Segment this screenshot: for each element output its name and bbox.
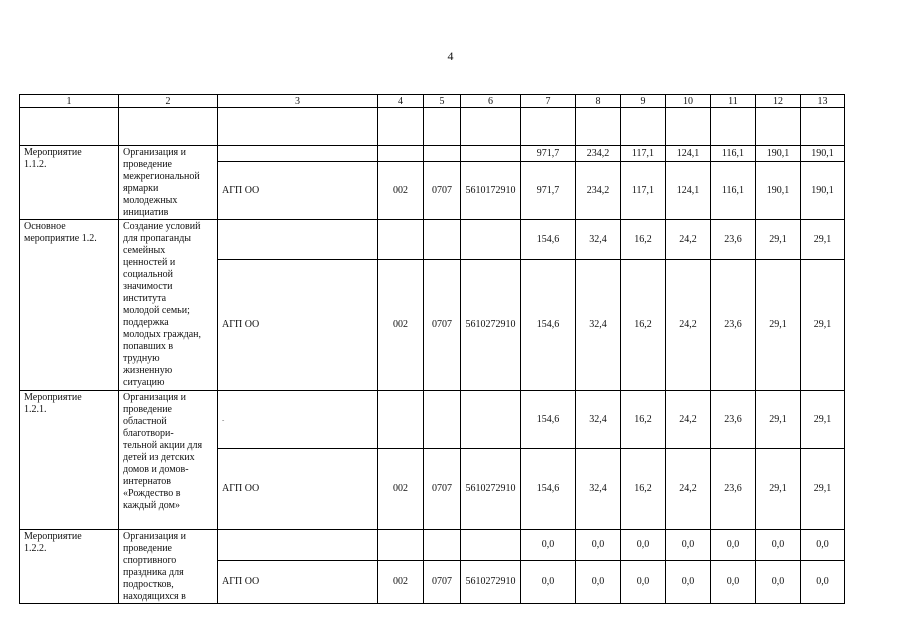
value-cell: 0,0 — [521, 530, 576, 561]
measure-description: Организация и проведение спортивного праздника для подростков, находящихся в — [119, 530, 218, 604]
value-cell: 32,4 — [576, 391, 621, 449]
value-cell: 0,0 — [521, 561, 576, 604]
value-cell: 154,6 — [521, 391, 576, 449]
column-number-header-row — [20, 95, 845, 108]
blank-row — [20, 108, 845, 146]
value-cell: 24,2 — [666, 449, 711, 530]
table-cell — [521, 108, 576, 146]
table-cell — [20, 108, 119, 146]
value-cell: 124,1 — [666, 162, 711, 220]
code-cell — [461, 530, 521, 561]
column-header: 7 — [521, 95, 576, 108]
table-row-total — [20, 220, 845, 260]
value-cell: 0,0 — [666, 530, 711, 561]
value-cell: 0,0 — [711, 530, 756, 561]
table-cell — [756, 108, 801, 146]
column-header: 3 — [218, 95, 378, 108]
value-cell: 23,6 — [711, 391, 756, 449]
value-cell: 16,2 — [621, 260, 666, 391]
code-cell — [378, 391, 424, 449]
executor-cell: АГП ОО — [218, 561, 378, 604]
table-cell — [119, 108, 218, 146]
column-header: 2 — [119, 95, 218, 108]
budget-table — [19, 94, 845, 604]
value-cell: 234,2 — [576, 146, 621, 162]
executor-cell — [218, 146, 378, 162]
executor-cell: АГП ОО — [218, 162, 378, 220]
code-cell — [378, 530, 424, 561]
executor-cell — [218, 530, 378, 561]
value-cell: 124,1 — [666, 146, 711, 162]
table-cell — [424, 108, 461, 146]
value-cell: 29,1 — [756, 449, 801, 530]
value-cell: 971,7 — [521, 162, 576, 220]
value-cell: 154,6 — [521, 220, 576, 260]
value-cell: 117,1 — [621, 146, 666, 162]
value-cell: 0,0 — [801, 561, 845, 604]
table-cell — [666, 108, 711, 146]
table-row-total — [20, 391, 845, 449]
value-cell: 0,0 — [756, 561, 801, 604]
code-cell — [424, 530, 461, 561]
code-cell — [461, 220, 521, 260]
value-cell: 0,0 — [666, 561, 711, 604]
value-cell: 24,2 — [666, 260, 711, 391]
value-cell: 0,0 — [576, 530, 621, 561]
value-cell: 16,2 — [621, 391, 666, 449]
code-cell: 0707 — [424, 260, 461, 391]
value-cell: 190,1 — [756, 162, 801, 220]
value-cell: 190,1 — [756, 146, 801, 162]
value-cell: 190,1 — [801, 146, 845, 162]
code-cell — [378, 146, 424, 162]
value-cell: 29,1 — [801, 391, 845, 449]
code-cell: 002 — [378, 449, 424, 530]
column-header: 1 — [20, 95, 119, 108]
table-row-total — [20, 146, 845, 162]
code-cell — [461, 146, 521, 162]
executor-cell: АГП ОО — [218, 260, 378, 391]
value-cell: 23,6 — [711, 220, 756, 260]
table-cell — [711, 108, 756, 146]
table-cell — [621, 108, 666, 146]
measure-name: Мероприятие 1.1.2. — [20, 146, 119, 220]
executor-cell: - — [218, 391, 378, 449]
code-cell: 002 — [378, 162, 424, 220]
value-cell: 234,2 — [576, 162, 621, 220]
code-cell: 002 — [378, 561, 424, 604]
column-header: 4 — [378, 95, 424, 108]
table-row-total — [20, 530, 845, 561]
measure-description: Создание условий для пропаганды семейных ценностей и социальной значимости института молодой семьи; поддержка молодых граждан, попавших в трудную жизненную ситуацию — [119, 220, 218, 391]
value-cell: 29,1 — [801, 260, 845, 391]
column-header: 8 — [576, 95, 621, 108]
table-cell — [378, 108, 424, 146]
measure-description: Организация и проведение областной благотвори- тельной акции для детей из детских домов и домов- интернатов «Рождество в каждый дом» — [119, 391, 218, 530]
value-cell: 29,1 — [801, 220, 845, 260]
executor-cell — [218, 220, 378, 260]
value-cell: 24,2 — [666, 391, 711, 449]
table-cell — [576, 108, 621, 146]
column-header: 11 — [711, 95, 756, 108]
value-cell: 32,4 — [576, 449, 621, 530]
value-cell: 32,4 — [576, 260, 621, 391]
table-cell — [801, 108, 845, 146]
measure-description: Организация и проведение межрегиональной ярмарки молодежных инициатив — [119, 146, 218, 220]
value-cell: 0,0 — [756, 530, 801, 561]
value-cell: 0,0 — [621, 530, 666, 561]
value-cell: 24,2 — [666, 220, 711, 260]
column-header: 10 — [666, 95, 711, 108]
column-header: 9 — [621, 95, 666, 108]
value-cell: 116,1 — [711, 162, 756, 220]
code-cell: 5610172910 — [461, 162, 521, 220]
value-cell: 154,6 — [521, 449, 576, 530]
measure-name: Мероприятие 1.2.1. — [20, 391, 119, 530]
value-cell: 29,1 — [756, 220, 801, 260]
value-cell: 0,0 — [576, 561, 621, 604]
value-cell: 29,1 — [801, 449, 845, 530]
code-cell: 0707 — [424, 162, 461, 220]
code-cell — [424, 220, 461, 260]
value-cell: 32,4 — [576, 220, 621, 260]
code-cell — [424, 391, 461, 449]
value-cell: 23,6 — [711, 260, 756, 391]
value-cell: 29,1 — [756, 260, 801, 391]
code-cell: 5610272910 — [461, 260, 521, 391]
value-cell: 0,0 — [621, 561, 666, 604]
measure-name: Основное мероприятие 1.2. — [20, 220, 119, 391]
column-header: 13 — [801, 95, 845, 108]
page-number: 4 — [447, 49, 454, 63]
column-header: 6 — [461, 95, 521, 108]
value-cell: 16,2 — [621, 220, 666, 260]
value-cell: 116,1 — [711, 146, 756, 162]
value-cell: 0,0 — [801, 530, 845, 561]
code-cell: 0707 — [424, 449, 461, 530]
table-cell — [461, 108, 521, 146]
code-cell: 0707 — [424, 561, 461, 604]
code-cell — [424, 146, 461, 162]
code-cell: 5610272910 — [461, 561, 521, 604]
measure-name: Мероприятие 1.2.2. — [20, 530, 119, 604]
code-cell: 002 — [378, 260, 424, 391]
column-header: 12 — [756, 95, 801, 108]
value-cell: 190,1 — [801, 162, 845, 220]
executor-cell: АГП ОО — [218, 449, 378, 530]
value-cell: 117,1 — [621, 162, 666, 220]
table-cell — [218, 108, 378, 146]
value-cell: 29,1 — [756, 391, 801, 449]
code-cell — [378, 220, 424, 260]
column-header: 5 — [424, 95, 461, 108]
value-cell: 971,7 — [521, 146, 576, 162]
code-cell — [461, 391, 521, 449]
value-cell: 16,2 — [621, 449, 666, 530]
code-cell: 5610272910 — [461, 449, 521, 530]
value-cell: 154,6 — [521, 260, 576, 391]
value-cell: 0,0 — [711, 561, 756, 604]
value-cell: 23,6 — [711, 449, 756, 530]
